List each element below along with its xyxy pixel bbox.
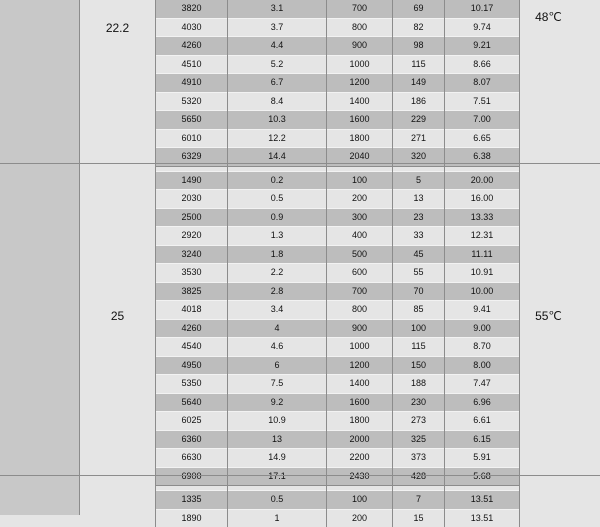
table-cell: 2200 bbox=[327, 449, 393, 468]
table-cell: 7 bbox=[393, 491, 445, 510]
table-cell: 4.4 bbox=[228, 37, 327, 56]
table-cell: 6.96 bbox=[445, 393, 520, 412]
table-cell: 5350 bbox=[156, 375, 228, 394]
group-1-temperature: 48℃ bbox=[535, 10, 562, 24]
table-cell: 1 bbox=[228, 509, 327, 527]
table-cell: 6.15 bbox=[445, 430, 520, 449]
table-cell: 1600 bbox=[327, 111, 393, 130]
table-cell: 10.3 bbox=[228, 111, 327, 130]
table-cell: 6 bbox=[228, 356, 327, 375]
table-cell: 3820 bbox=[156, 0, 228, 18]
table-cell: 8.07 bbox=[445, 74, 520, 93]
table-cell: 6329 bbox=[156, 148, 228, 167]
table-cell: 8.00 bbox=[445, 356, 520, 375]
table-cell: 12.31 bbox=[445, 227, 520, 246]
table-cell: 325 bbox=[393, 430, 445, 449]
table-row bbox=[156, 356, 520, 375]
table-cell: 9.00 bbox=[445, 319, 520, 338]
table-cell: 13.51 bbox=[445, 491, 520, 510]
table-cell: 186 bbox=[393, 92, 445, 111]
table-cell: 1600 bbox=[327, 393, 393, 412]
table-cell: 1.3 bbox=[228, 227, 327, 246]
table-cell: 14.4 bbox=[228, 148, 327, 167]
table-cell: 13 bbox=[228, 430, 327, 449]
table-cell: 2.8 bbox=[228, 282, 327, 301]
table-cell: 428 bbox=[393, 467, 445, 486]
table-cell: 400 bbox=[327, 227, 393, 246]
table-cell: 4950 bbox=[156, 356, 228, 375]
table-cell: 800 bbox=[327, 301, 393, 320]
table-cell: 800 bbox=[327, 18, 393, 37]
table-cell: 1200 bbox=[327, 74, 393, 93]
table-row bbox=[156, 92, 520, 111]
table-row bbox=[156, 264, 520, 283]
table-cell: 14.9 bbox=[228, 449, 327, 468]
table-cell: 2000 bbox=[327, 430, 393, 449]
table-cell: 900 bbox=[327, 319, 393, 338]
table-cell: 6360 bbox=[156, 430, 228, 449]
table-cell: 3.1 bbox=[228, 0, 327, 18]
table-cell: 115 bbox=[393, 55, 445, 74]
table-row bbox=[156, 491, 520, 510]
table-cell: 373 bbox=[393, 449, 445, 468]
table-cell: 13.33 bbox=[445, 208, 520, 227]
table-cell: 12.2 bbox=[228, 129, 327, 148]
table-cell: 320 bbox=[393, 148, 445, 167]
table-cell: 5 bbox=[393, 171, 445, 190]
table-cell: 7.47 bbox=[445, 375, 520, 394]
table-cell: 1000 bbox=[327, 55, 393, 74]
table-cell: 3.7 bbox=[228, 18, 327, 37]
table-cell: 8.66 bbox=[445, 55, 520, 74]
table-row bbox=[156, 171, 520, 190]
group-2-temperature: 55℃ bbox=[535, 309, 562, 323]
table-cell: 10.00 bbox=[445, 282, 520, 301]
table-row bbox=[156, 449, 520, 468]
table-row bbox=[156, 393, 520, 412]
left-blank-column bbox=[0, 0, 80, 515]
table-cell: 2430 bbox=[327, 467, 393, 486]
table-cell: 17.1 bbox=[228, 467, 327, 486]
table-cell: 3240 bbox=[156, 245, 228, 264]
table-cell: 0.2 bbox=[228, 171, 327, 190]
table-row bbox=[156, 18, 520, 37]
table-cell: 6.61 bbox=[445, 412, 520, 431]
table-cell: 900 bbox=[327, 37, 393, 56]
table-cell: 8.70 bbox=[445, 338, 520, 357]
table-cell: 6900 bbox=[156, 467, 228, 486]
table-cell: 0.9 bbox=[228, 208, 327, 227]
table-cell: 5.68 bbox=[445, 467, 520, 486]
table-cell: 1490 bbox=[156, 171, 228, 190]
table-cell: 8.4 bbox=[228, 92, 327, 111]
table-cell: 7.00 bbox=[445, 111, 520, 130]
table-cell: 200 bbox=[327, 509, 393, 527]
table-cell: 9.41 bbox=[445, 301, 520, 320]
table-cell: 6.65 bbox=[445, 129, 520, 148]
table-cell: 0.5 bbox=[228, 491, 327, 510]
table-cell: 1200 bbox=[327, 356, 393, 375]
table-cell: 10.91 bbox=[445, 264, 520, 283]
table-cell: 45 bbox=[393, 245, 445, 264]
table-row bbox=[156, 208, 520, 227]
table-cell: 4510 bbox=[156, 55, 228, 74]
table-cell: 100 bbox=[327, 171, 393, 190]
table-cell: 2500 bbox=[156, 208, 228, 227]
table-cell: 6025 bbox=[156, 412, 228, 431]
table-cell: 100 bbox=[327, 491, 393, 510]
table-cell: 1890 bbox=[156, 509, 228, 527]
table-cell: 6.38 bbox=[445, 148, 520, 167]
group-separator bbox=[0, 163, 600, 164]
table-cell: 1800 bbox=[327, 412, 393, 431]
table-cell: 85 bbox=[393, 301, 445, 320]
table-cell: 6630 bbox=[156, 449, 228, 468]
table-row bbox=[156, 227, 520, 246]
table-row bbox=[156, 111, 520, 130]
table-cell: 23 bbox=[393, 208, 445, 227]
group-separator bbox=[0, 475, 600, 476]
table-row bbox=[156, 55, 520, 74]
table-cell: 11.11 bbox=[445, 245, 520, 264]
table-cell: 3530 bbox=[156, 264, 228, 283]
table-cell: 229 bbox=[393, 111, 445, 130]
table-row bbox=[156, 245, 520, 264]
table-cell: 9.2 bbox=[228, 393, 327, 412]
table-cell: 500 bbox=[327, 245, 393, 264]
table-cell: 3825 bbox=[156, 282, 228, 301]
table-cell: 6010 bbox=[156, 129, 228, 148]
table-cell: 1400 bbox=[327, 92, 393, 111]
table-row bbox=[156, 509, 520, 527]
table-cell: 100 bbox=[393, 319, 445, 338]
table-row bbox=[156, 301, 520, 320]
table-cell: 33 bbox=[393, 227, 445, 246]
table-cell: 700 bbox=[327, 282, 393, 301]
table-cell: 16.00 bbox=[445, 190, 520, 209]
table-cell: 4540 bbox=[156, 338, 228, 357]
table-cell: 70 bbox=[393, 282, 445, 301]
table-row bbox=[156, 282, 520, 301]
table-cell: 55 bbox=[393, 264, 445, 283]
table-cell: 5640 bbox=[156, 393, 228, 412]
table-cell: 0.5 bbox=[228, 190, 327, 209]
table-cell: 1335 bbox=[156, 491, 228, 510]
table-cell: 188 bbox=[393, 375, 445, 394]
table-row bbox=[156, 0, 520, 18]
table-cell: 3.4 bbox=[228, 301, 327, 320]
table-cell: 600 bbox=[327, 264, 393, 283]
table-row bbox=[156, 430, 520, 449]
table-row bbox=[156, 37, 520, 56]
table-cell: 115 bbox=[393, 338, 445, 357]
table-cell: 2030 bbox=[156, 190, 228, 209]
table-cell: 1800 bbox=[327, 129, 393, 148]
table-cell: 82 bbox=[393, 18, 445, 37]
table-cell: 98 bbox=[393, 37, 445, 56]
performance-table bbox=[155, 0, 520, 527]
table-row bbox=[156, 74, 520, 93]
table-cell: 1.8 bbox=[228, 245, 327, 264]
group-1-diameter: 22.2 bbox=[105, 21, 130, 35]
table-cell: 5.2 bbox=[228, 55, 327, 74]
table-cell: 700 bbox=[327, 0, 393, 18]
table-cell: 4260 bbox=[156, 319, 228, 338]
table-cell: 6.7 bbox=[228, 74, 327, 93]
table-cell: 4 bbox=[228, 319, 327, 338]
table-cell: 4.6 bbox=[228, 338, 327, 357]
table-cell: 7.5 bbox=[228, 375, 327, 394]
table-row bbox=[156, 319, 520, 338]
table-row bbox=[156, 129, 520, 148]
table-cell: 13.51 bbox=[445, 509, 520, 527]
table-cell: 69 bbox=[393, 0, 445, 18]
table-cell: 271 bbox=[393, 129, 445, 148]
table-cell: 4910 bbox=[156, 74, 228, 93]
table-cell: 9.74 bbox=[445, 18, 520, 37]
table-cell: 5.91 bbox=[445, 449, 520, 468]
table-cell: 20.00 bbox=[445, 171, 520, 190]
table-cell: 4260 bbox=[156, 37, 228, 56]
table-cell: 4018 bbox=[156, 301, 228, 320]
diameter-column bbox=[80, 0, 155, 515]
table-cell: 2.2 bbox=[228, 264, 327, 283]
table-cell: 10.9 bbox=[228, 412, 327, 431]
table-cell: 1400 bbox=[327, 375, 393, 394]
table-row bbox=[156, 375, 520, 394]
table-cell: 1000 bbox=[327, 338, 393, 357]
table-cell: 15 bbox=[393, 509, 445, 527]
table-row bbox=[156, 412, 520, 431]
table-cell: 200 bbox=[327, 190, 393, 209]
table-cell: 230 bbox=[393, 393, 445, 412]
table-cell: 5320 bbox=[156, 92, 228, 111]
table-cell: 2040 bbox=[327, 148, 393, 167]
table-cell: 150 bbox=[393, 356, 445, 375]
table-cell: 2920 bbox=[156, 227, 228, 246]
table-cell: 9.21 bbox=[445, 37, 520, 56]
table-cell: 5650 bbox=[156, 111, 228, 130]
table-cell: 13 bbox=[393, 190, 445, 209]
table-cell: 7.51 bbox=[445, 92, 520, 111]
table-row bbox=[156, 190, 520, 209]
table-cell: 273 bbox=[393, 412, 445, 431]
table-cell: 149 bbox=[393, 74, 445, 93]
table-row bbox=[156, 467, 520, 486]
table-row bbox=[156, 338, 520, 357]
table-cell: 4030 bbox=[156, 18, 228, 37]
table-cell: 300 bbox=[327, 208, 393, 227]
table-cell: 10.17 bbox=[445, 0, 520, 18]
group-2-diameter: 25 bbox=[110, 309, 125, 323]
